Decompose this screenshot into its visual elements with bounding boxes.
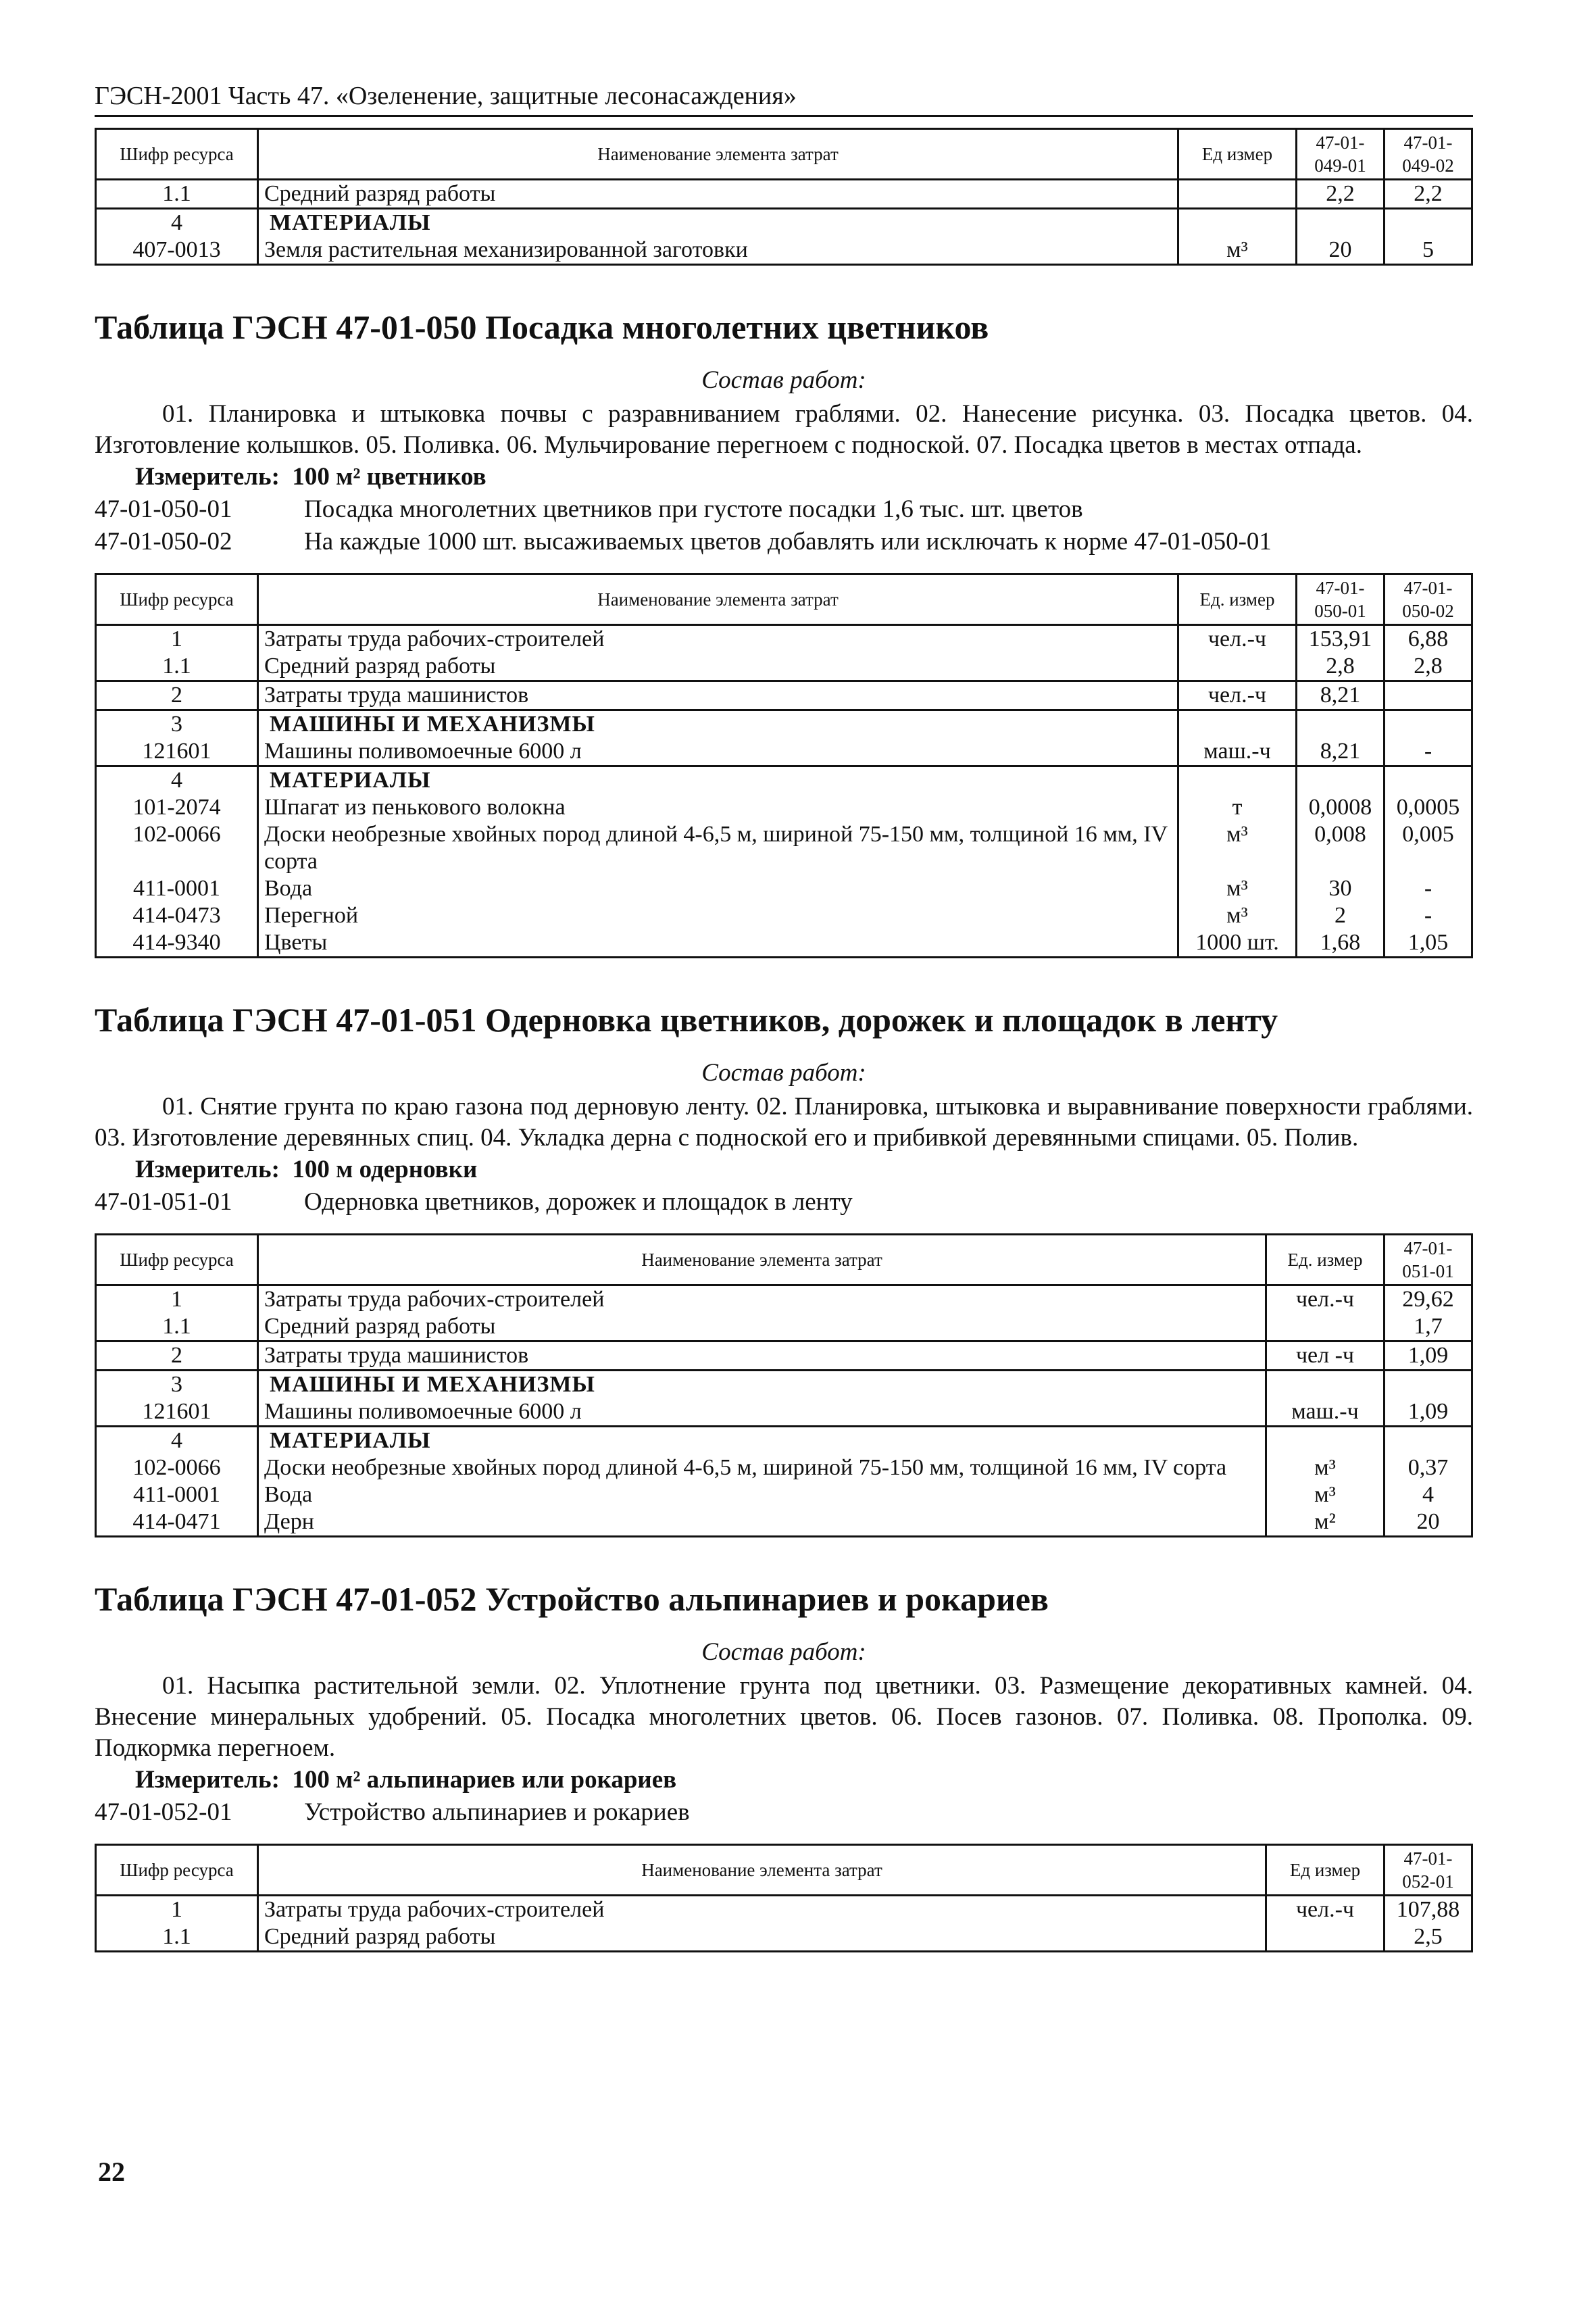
- cell-value: 153,91: [1297, 625, 1385, 654]
- cell-unit: м³: [1178, 237, 1297, 265]
- cell-value: 107,88: [1385, 1896, 1472, 1924]
- norm-code-line: [95, 1186, 1473, 1218]
- cell-value: 20: [1385, 1508, 1472, 1537]
- cell-value: 2,2: [1385, 180, 1472, 209]
- cell-code: 414-0471: [96, 1508, 258, 1537]
- section-heading: МАТЕРИАЛЫ: [258, 209, 1178, 237]
- cell-value: 1,09: [1385, 1341, 1472, 1371]
- cell-code: 4: [96, 766, 258, 795]
- cell-code: 1.1: [96, 180, 258, 209]
- cell-unit: м³: [1266, 1454, 1385, 1481]
- table-row: [96, 794, 1472, 821]
- table-row: [96, 710, 1472, 739]
- cell-value: 8,21: [1297, 681, 1385, 710]
- table-row: [96, 738, 1472, 766]
- cell-value: 0,0005: [1385, 794, 1472, 821]
- cell-value: 2,5: [1385, 1923, 1472, 1952]
- table-row: [96, 1896, 1472, 1924]
- table-row: [96, 902, 1472, 929]
- col-header-code: Шифр ресурса: [96, 1235, 258, 1285]
- cell-value: [1385, 209, 1472, 237]
- col-header-unit: Ед измер: [1178, 129, 1297, 180]
- meter-label: Измеритель:: [135, 463, 280, 491]
- cell-unit: маш.-ч: [1266, 1398, 1385, 1427]
- norm-code: 47-01-052-01: [95, 1798, 232, 1826]
- cell-value: 0,37: [1385, 1454, 1472, 1481]
- cell-value: [1385, 681, 1472, 710]
- page-number: 22: [98, 2157, 125, 2187]
- table-row: [96, 237, 1472, 265]
- works-heading: Состав работ:: [701, 366, 866, 394]
- cell-code: 411-0001: [96, 1481, 258, 1508]
- section-heading: МАШИНЫ И МЕХАНИЗМЫ: [258, 1371, 1266, 1399]
- cell-value: 30: [1297, 875, 1385, 902]
- works-text: 01. Снятие грунта по краю газона под дерновую ленту. 02. Планировка, штыковка и выравнивание поверхности граблями. 03. Изготовление деревянных спиц. 04. Укладка дерна с подноской его и прибивкой деревянными спицами. 05. Полив.: [95, 1093, 1473, 1152]
- col-header-unit: Ед измер: [1266, 1845, 1385, 1896]
- cell-name: Затраты труда рабочих-строителей: [258, 1285, 1266, 1314]
- col-header-code: Шифр ресурса: [96, 1845, 258, 1896]
- cell-unit: чел -ч: [1266, 1341, 1385, 1371]
- document-page: [95, 81, 1473, 1952]
- cell-unit: чел.-ч: [1266, 1896, 1385, 1924]
- norm-code-line: [95, 526, 1473, 558]
- table-row: [96, 180, 1472, 209]
- cell-code: 1.1: [96, 1923, 258, 1952]
- cell-code: 2: [96, 1341, 258, 1371]
- works-text: 01. Насыпка растительной земли. 02. Уплотнение грунта под цветники. 03. Размещение декоративных камней. 04. Внесение минеральных удобрений. 05. Посадка многолетних цветов. 06. Посев газонов. 07. Поливка. 08. Прополка. 09. Подкормка перегноем.: [95, 1672, 1473, 1762]
- cell-code: 3: [96, 710, 258, 739]
- cell-name: Затраты труда рабочих-строителей: [258, 1896, 1266, 1924]
- cell-code: 414-0473: [96, 902, 258, 929]
- cell-code: 411-0001: [96, 875, 258, 902]
- cell-value: 6,88: [1385, 625, 1472, 654]
- meter-value: 100 м² альпинариев или рокариев: [292, 1766, 677, 1794]
- table-row: [96, 766, 1472, 795]
- table-row: [96, 1285, 1472, 1314]
- table-row: [96, 1427, 1472, 1455]
- col-header-code: Шифр ресурса: [96, 129, 258, 180]
- cell-code: 1: [96, 625, 258, 654]
- cell-unit: м³: [1266, 1481, 1385, 1508]
- cell-value: 2,8: [1297, 653, 1385, 681]
- cell-name: Машины поливомоечные 6000 л: [258, 738, 1178, 766]
- norm-code-line: [95, 493, 1473, 526]
- cell-value: 1,09: [1385, 1398, 1472, 1427]
- table-049: [95, 128, 1473, 266]
- table-title: Таблица ГЭСН 47-01-050 Посадка многолетних цветников: [95, 308, 989, 346]
- col-header-norm: 47-01-049-01: [1297, 129, 1385, 180]
- cell-value: 0,005: [1385, 821, 1472, 875]
- cell-value: [1297, 209, 1385, 237]
- cell-name: Машины поливомоечные 6000 л: [258, 1398, 1266, 1427]
- table-row: [96, 1371, 1472, 1399]
- col-header-norm: 47-01-050-01: [1297, 574, 1385, 625]
- cell-unit: 1000 шт.: [1178, 929, 1297, 958]
- cell-name: Затраты труда машинистов: [258, 681, 1178, 710]
- meter-label: Измеритель:: [135, 1766, 280, 1794]
- cell-unit: м²: [1266, 1508, 1385, 1537]
- table-row: [96, 1508, 1472, 1537]
- table-row: [96, 1313, 1472, 1341]
- meter-value: 100 м одерновки: [292, 1156, 478, 1183]
- cell-unit: [1178, 180, 1297, 209]
- col-header-norm: 47-01-051-01: [1385, 1235, 1472, 1285]
- cell-unit: маш.-ч: [1178, 738, 1297, 766]
- section-heading: МАТЕРИАЛЫ: [258, 766, 1178, 795]
- cell-name: Шпагат из пенькового волокна: [258, 794, 1178, 821]
- meter-line: [135, 1154, 1473, 1186]
- col-header-name: Наименование элемента затрат: [258, 129, 1178, 180]
- cell-value: 20: [1297, 237, 1385, 265]
- table-row: [96, 209, 1472, 237]
- cell-code: 121601: [96, 738, 258, 766]
- cell-unit: [1178, 653, 1297, 681]
- table-row: [96, 929, 1472, 958]
- table-row: [96, 1341, 1472, 1371]
- cell-value: 8,21: [1297, 738, 1385, 766]
- cell-name: Вода: [258, 1481, 1266, 1508]
- cell-unit: м³: [1178, 902, 1297, 929]
- cell-name: Дерн: [258, 1508, 1266, 1537]
- cell-name: Земля растительная механизированной заготовки: [258, 237, 1178, 265]
- table-row: [96, 1454, 1472, 1481]
- cell-name: Средний разряд работы: [258, 653, 1178, 681]
- cell-code: 121601: [96, 1398, 258, 1427]
- cell-unit: чел.-ч: [1178, 681, 1297, 710]
- col-header-norm: 47-01-049-02: [1385, 129, 1472, 180]
- cell-unit: м³: [1178, 875, 1297, 902]
- cell-unit: [1266, 1923, 1385, 1952]
- cell-value: [1385, 710, 1472, 739]
- col-header-name: Наименование элемента затрат: [258, 1845, 1266, 1896]
- cell-value: 5: [1385, 237, 1472, 265]
- cell-value: -: [1385, 875, 1472, 902]
- table-row: [96, 821, 1472, 875]
- norm-code: 47-01-050-01: [95, 495, 232, 523]
- cell-code: 1: [96, 1285, 258, 1314]
- cell-code: 101-2074: [96, 794, 258, 821]
- norm-text: Устройство альпинариев и рокариев: [304, 1798, 690, 1826]
- col-header-unit: Ед. измер: [1178, 574, 1297, 625]
- cell-name: Цветы: [258, 929, 1178, 958]
- meter-value: 100 м² цветников: [292, 463, 487, 491]
- cell-name: Средний разряд работы: [258, 180, 1178, 209]
- norm-code: 47-01-050-02: [95, 528, 232, 556]
- norm-text: На каждые 1000 шт. высаживаемых цветов добавлять или исключать к норме 47-01-050-01: [304, 528, 1272, 556]
- norm-text: Посадка многолетних цветников при густоте посадки 1,6 тыс. шт. цветов: [304, 495, 1083, 523]
- cell-unit: [1266, 1313, 1385, 1341]
- cell-code: 1.1: [96, 653, 258, 681]
- cell-name: Вода: [258, 875, 1178, 902]
- cell-code: 102-0066: [96, 1454, 258, 1481]
- cell-value: 0,0008: [1297, 794, 1385, 821]
- table-row: [96, 1923, 1472, 1952]
- cell-unit: [1178, 209, 1297, 237]
- col-header-norm: 47-01-052-01: [1385, 1845, 1472, 1896]
- cell-unit: чел.-ч: [1178, 625, 1297, 654]
- meter-line: [135, 461, 1473, 493]
- table-050: [95, 573, 1473, 958]
- cell-name: Затраты труда рабочих-строителей: [258, 625, 1178, 654]
- cell-value: 0,008: [1297, 821, 1385, 875]
- cell-code: 2: [96, 681, 258, 710]
- norm-text: Одерновка цветников, дорожек и площадок в ленту: [304, 1188, 853, 1216]
- table-row: [96, 1481, 1472, 1508]
- cell-code: 414-9340: [96, 929, 258, 958]
- cell-unit: чел.-ч: [1266, 1285, 1385, 1314]
- table-row: [96, 1398, 1472, 1427]
- cell-unit: м³: [1178, 821, 1297, 875]
- cell-value: 29,62: [1385, 1285, 1472, 1314]
- cell-value: 2,2: [1297, 180, 1385, 209]
- table-row: [96, 625, 1472, 654]
- cell-value: 2: [1297, 902, 1385, 929]
- cell-code: 102-0066: [96, 821, 258, 875]
- cell-unit: [1178, 766, 1297, 795]
- table-row: [96, 681, 1472, 710]
- cell-code: 1.1: [96, 1313, 258, 1341]
- cell-code: 3: [96, 1371, 258, 1399]
- cell-value: 1,7: [1385, 1313, 1472, 1341]
- col-header-name: Наименование элемента затрат: [258, 574, 1178, 625]
- meter-label: Измеритель:: [135, 1156, 280, 1183]
- cell-code: 4: [96, 1427, 258, 1455]
- norm-code: 47-01-051-01: [95, 1188, 232, 1216]
- cell-code: 4: [96, 209, 258, 237]
- cell-code: 1: [96, 1896, 258, 1924]
- col-header-norm: 47-01-050-02: [1385, 574, 1472, 625]
- cell-unit: [1178, 710, 1297, 739]
- cell-value: -: [1385, 738, 1472, 766]
- cell-name: Средний разряд работы: [258, 1923, 1266, 1952]
- works-heading: Состав работ:: [701, 1059, 866, 1087]
- cell-value: [1385, 1371, 1472, 1399]
- cell-value: [1385, 1427, 1472, 1455]
- cell-value: 2,8: [1385, 653, 1472, 681]
- section-heading: МАШИНЫ И МЕХАНИЗМЫ: [258, 710, 1178, 739]
- cell-name: Доски необрезные хвойных пород длиной 4-6,5 м, шириной 75-150 мм, толщиной 16 мм, IV сорта: [258, 821, 1178, 875]
- cell-unit: т: [1178, 794, 1297, 821]
- works-heading: Состав работ:: [701, 1638, 866, 1666]
- table-title: Таблица ГЭСН 47-01-051 Одерновка цветников, дорожек и площадок в ленту: [95, 1001, 1278, 1039]
- cell-name: Средний разряд работы: [258, 1313, 1266, 1341]
- col-header-code: Шифр ресурса: [96, 574, 258, 625]
- cell-value: [1385, 766, 1472, 795]
- col-header-name: Наименование элемента затрат: [258, 1235, 1266, 1285]
- meter-line: [135, 1764, 1473, 1796]
- running-header: ГЭСН-2001 Часть 47. «Озеленение, защитные лесонасаждения»: [95, 81, 1473, 117]
- cell-value: 1,05: [1385, 929, 1472, 958]
- col-header-unit: Ед. измер: [1266, 1235, 1385, 1285]
- cell-name: Перегной: [258, 902, 1178, 929]
- cell-value: [1297, 710, 1385, 739]
- cell-name: Доски необрезные хвойных пород длиной 4-6,5 м, шириной 75-150 мм, толщиной 16 мм, IV сорта: [258, 1454, 1266, 1481]
- cell-unit: [1266, 1371, 1385, 1399]
- cell-value: [1297, 766, 1385, 795]
- cell-code: 407-0013: [96, 237, 258, 265]
- works-text: 01. Планировка и штыковка почвы с разравниванием граблями. 02. Нанесение рисунка. 03. Посадка цветов. 04. Изготовление колышков. 05. Поливка. 06. Мульчирование перегноем с подноской. 07. Посадка цветов в местах отпада.: [95, 400, 1473, 459]
- table-row: [96, 875, 1472, 902]
- cell-name: Затраты труда машинистов: [258, 1341, 1266, 1371]
- norm-code-line: [95, 1796, 1473, 1829]
- cell-value: 4: [1385, 1481, 1472, 1508]
- section-heading: МАТЕРИАЛЫ: [258, 1427, 1266, 1455]
- cell-value: -: [1385, 902, 1472, 929]
- cell-value: 1,68: [1297, 929, 1385, 958]
- cell-unit: [1266, 1427, 1385, 1455]
- table-052: [95, 1844, 1473, 1952]
- table-title: Таблица ГЭСН 47-01-052 Устройство альпинариев и рокариев: [95, 1580, 1049, 1618]
- table-051: [95, 1233, 1473, 1537]
- table-row: [96, 653, 1472, 681]
